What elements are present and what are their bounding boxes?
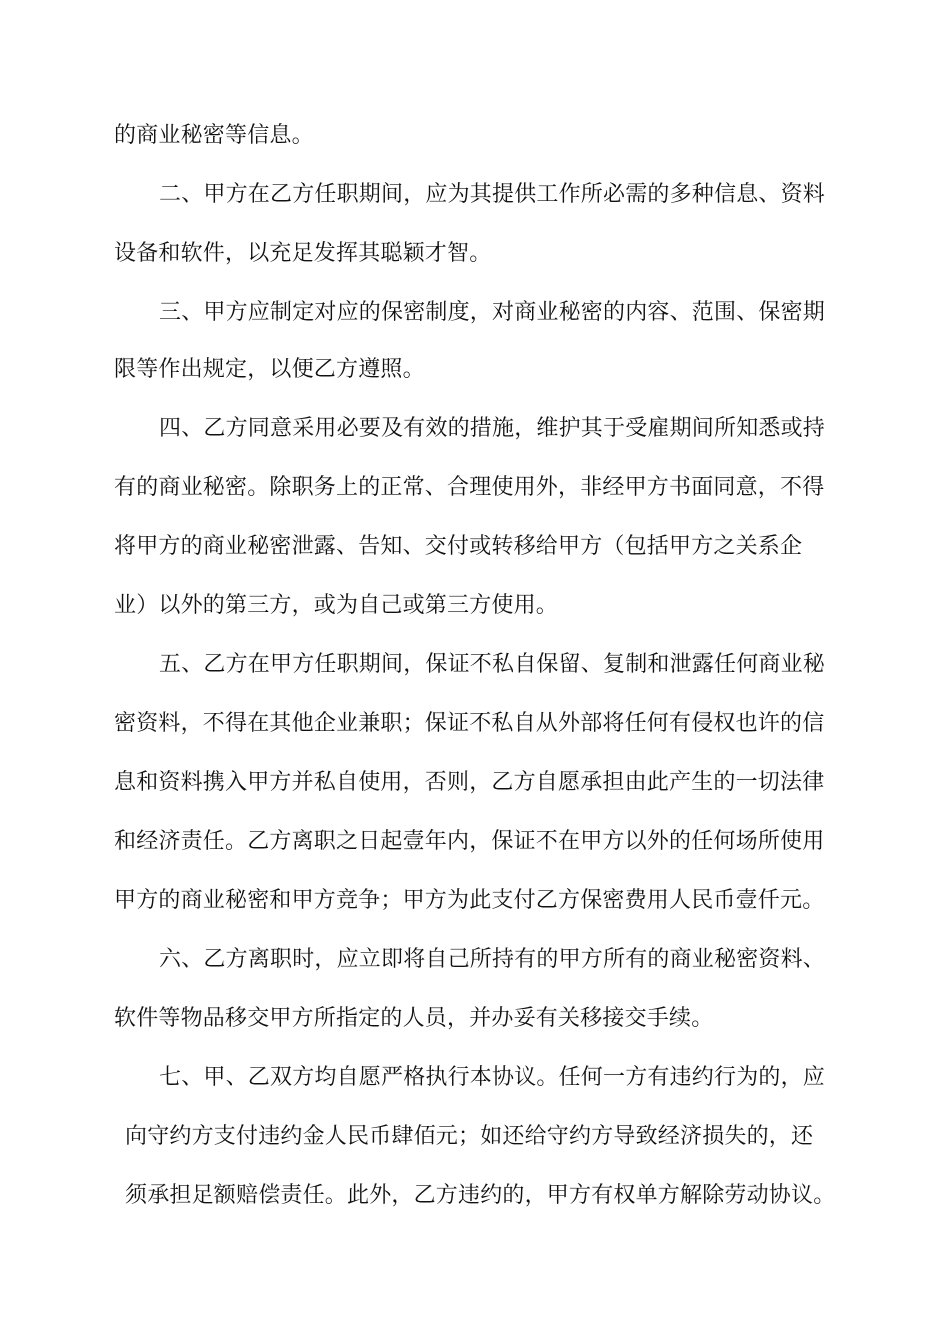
- text-line: 和经济责任。乙方离职之日起壹年内，保证不在甲方以外的任何场所使用: [114, 829, 825, 854]
- text-line: 设备和软件，以充足发挥其聪颖才智。: [114, 241, 492, 266]
- text-line: 将甲方的商业秘密泄露、告知、交付或转移给甲方（包括甲方之关系企: [114, 534, 803, 559]
- paragraph-2-line-1: 二、甲方在乙方任职期间，应为其提供工作所必需的多种信息、资料: [159, 182, 826, 207]
- text-line: 密资料，不得在其他企业兼职；保证不私自从外部将任何有侵权也许的信: [114, 711, 825, 736]
- text-line: 业）以外的第三方，或为自己或第三方使用。: [114, 593, 559, 618]
- text-line: 软件等物品移交甲方所指定的人员，并办妥有关移接交手续。: [114, 1006, 714, 1031]
- text-line: 有的商业秘密。除职务上的正常、合理使用外，非经甲方书面同意，不得: [114, 475, 825, 500]
- text-line: 息和资料携入甲方并私自使用，否则，乙方自愿承担由此产生的一切法律: [114, 770, 825, 795]
- text-line: 甲方的商业秘密和甲方竞争；甲方为此支付乙方保密费用人民币壹仟元。: [114, 888, 825, 913]
- paragraph-4-line-1: 四、乙方同意采用必要及有效的措施，维护其于受雇期间所知悉或持: [159, 416, 826, 441]
- paragraph-3-line-1: 三、甲方应制定对应的保密制度，对商业秘密的内容、范围、保密期: [159, 300, 826, 325]
- paragraph-6-line-1: 六、乙方离职时，应立即将自己所持有的甲方所有的商业秘密资料、: [159, 947, 826, 972]
- text-line: 限等作出规定，以便乙方遵照。: [114, 357, 425, 382]
- paragraph-5-line-1: 五、乙方在甲方任职期间，保证不私自保留、复制和泄露任何商业秘: [159, 652, 826, 677]
- text-line: 须承担足额赔偿责任。此外，乙方违约的，甲方有权单方解除劳动协议。: [125, 1183, 836, 1208]
- paragraph-7-line-1: 七、甲、乙双方均自愿严格执行本协议。任何一方有违约行为的，应: [159, 1065, 826, 1090]
- text-line: 的商业秘密等信息。: [114, 123, 314, 148]
- text-line: 向守约方支付违约金人民币肆佰元；如还给守约方导致经济损失的，还: [125, 1124, 814, 1149]
